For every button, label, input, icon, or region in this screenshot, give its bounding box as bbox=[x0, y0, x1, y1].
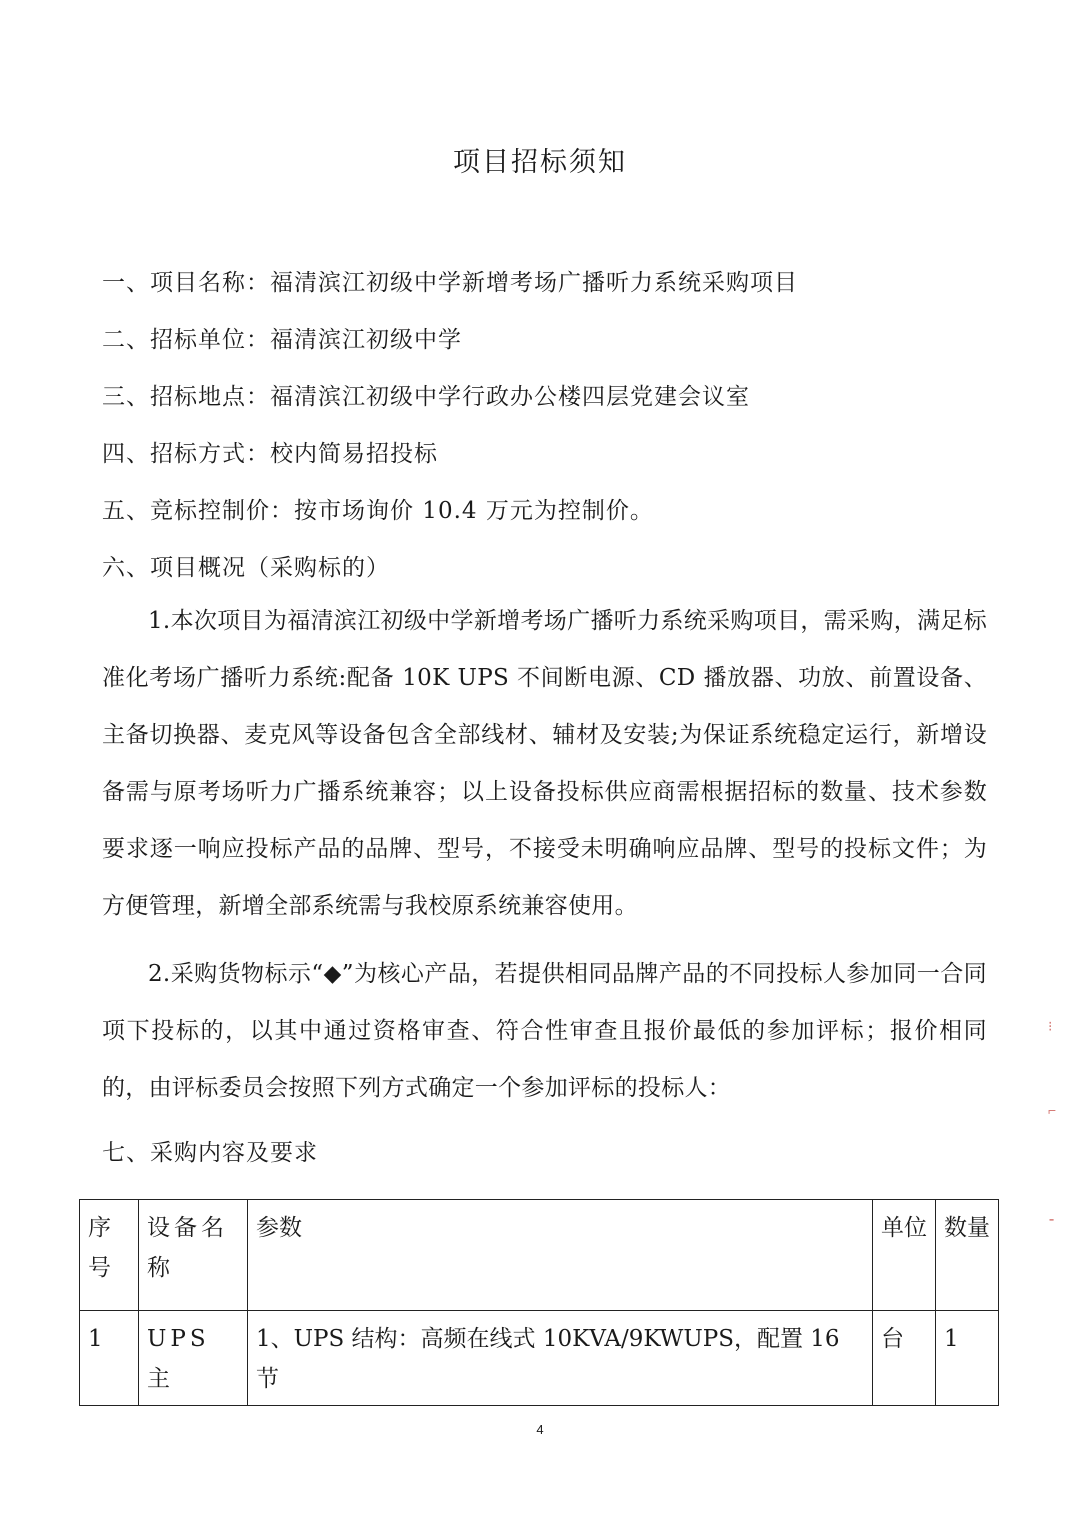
seal-fragment: ⁃ bbox=[1048, 1212, 1055, 1228]
row-device-name: UPS 主 bbox=[139, 1311, 248, 1406]
header-parameters: 参数 bbox=[248, 1200, 873, 1311]
seal-fragment: ⁝ bbox=[1048, 1018, 1053, 1034]
item-project-name: 一、项目名称：福清滨江初级中学新增考场广播听力系统采购项目 bbox=[102, 270, 798, 296]
section-procurement-requirements: 七、采购内容及要求 bbox=[102, 1140, 318, 1166]
overview-paragraph-1: 1.本次项目为福清滨江初级中学新增考场广播听力系统采购项目，需采购，满足标准化考场广播听力系统:配备 10K UPS 不间断电源、CD 播放器、功放、前置设备、主备切换器、麦克风等设备包含全部线材、辅材及安装;为保证系统稳定运行，新增设备需与原考场听力广播系统兼容；以上设备投标供应商需根据招标的数量、技术参数要求逐一响应投标产品的品牌、型号，不接受未明确响应品牌、型号的投标文件；为方便管理，新增全部系统需与我校原系统兼容使用。 bbox=[102, 608, 987, 919]
item-tender-unit: 二、招标单位：福清滨江初级中学 bbox=[102, 327, 462, 353]
item-control-price: 五、竞标控制价：按市场询价 10.4 万元为控制价。 bbox=[102, 498, 654, 524]
page-title: 项目招标须知 bbox=[453, 147, 627, 178]
row-seq: 1 bbox=[80, 1311, 139, 1406]
item-project-overview: 六、项目概况（采购标的） bbox=[102, 555, 390, 581]
procurement-table bbox=[79, 1199, 999, 1406]
overview-paragraph-2: 2.采购货物标示“◆”为核心产品，若提供相同品牌产品的不同投标人参加同一合同项下投标的，以其中通过资格审查、符合性审查且报价最低的参加评标；报价相同的，由评标委员会按照下列方式确定一个参加评标的投标人： bbox=[102, 961, 987, 1101]
seal-fragment: ⌐ bbox=[1048, 1102, 1057, 1118]
page-number: 4 bbox=[536, 1422, 544, 1437]
row-unit: 台 bbox=[873, 1311, 936, 1406]
item-tender-location: 三、招标地点：福清滨江初级中学行政办公楼四层党建会议室 bbox=[102, 384, 750, 410]
table-row bbox=[80, 1311, 999, 1406]
header-quantity: 数量 bbox=[936, 1200, 999, 1311]
header-seq: 序号 bbox=[80, 1200, 139, 1311]
header-device-name: 设备名称 bbox=[139, 1200, 248, 1311]
header-unit: 单位 bbox=[873, 1200, 936, 1311]
item-tender-method: 四、招标方式：校内简易招投标 bbox=[102, 441, 438, 467]
table-header-row bbox=[80, 1200, 999, 1311]
row-quantity: 1 bbox=[936, 1311, 999, 1406]
row-parameters: 1、UPS 结构：高频在线式 10KVA/9KWUPS，配置 16 节 bbox=[248, 1311, 873, 1406]
